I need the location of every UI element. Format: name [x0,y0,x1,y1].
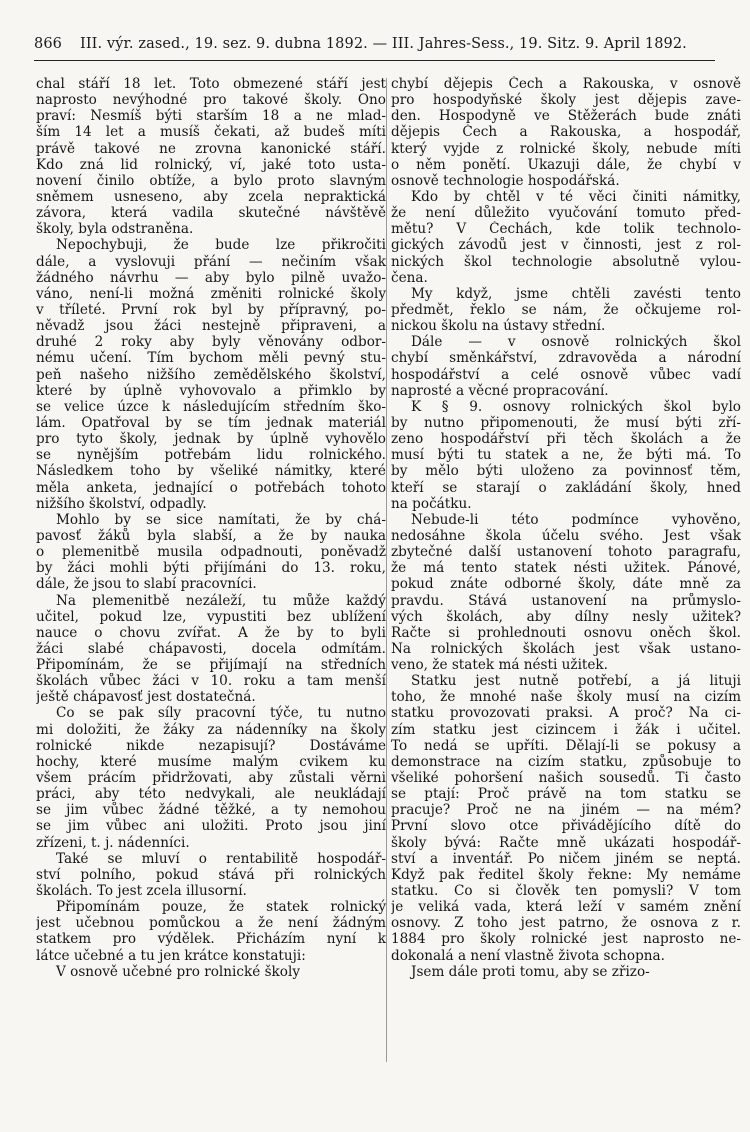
text-line: Mohlo by se sice namítati, že by chá- [56,511,386,528]
text-line: že má tento statek nésti užitek. Pánové, [391,560,741,577]
text-line: Kdo by chtěl v té věci činiti námitky, [411,188,741,205]
text-line: ství polního, pokud stává při rolnických [36,866,386,883]
text-line: hospodářství a celé osnově vůbec vadí [391,366,741,383]
text-line: závora, která vadila skutečné návštěvě [36,205,386,222]
right-column [391,76,741,980]
text-line: druhé 2 roky aby byly věnovány odbor- [36,334,386,351]
page-header [34,36,714,56]
text-line: peň našeho nižšího zemědělského školství, [36,366,386,383]
text-line: které by úplně vyhovovalo a přimklo by [36,382,386,399]
left-column [36,76,386,980]
text-line: pravdu. Stává ustanovení na průmyslo- [391,592,741,609]
text-line: osnově technologie hospodářská. [391,172,620,189]
text-line: je veliká vada, která leží v samém znění [391,899,741,916]
text-line: zeno hospodářství při těch školách a že [391,431,741,448]
text-line: pokud znáte odborné školy, dáte mně za [391,576,741,593]
text-line: Co se pak síly pracovní týče, tu nutno [56,705,386,722]
text-line: zřízeni, t. j. nádenníci. [36,834,190,851]
text-line: se jim vůbec ani uložiti. Proto jsou jiní [36,818,386,835]
text-line: ještě chápavosť jest dostatečná. [36,689,256,706]
text-line: pro tyto školy, jednak by úplně vyhovělo [36,431,386,448]
text-line: Jsem dále proti tomu, aby se zřizo- [411,963,650,980]
text-line: jest učebnou pomůckou a že není žádným [36,915,386,932]
text-line: dále, a vyslovuji přání — nečiním však [36,253,386,270]
text-line: pracuje? Proč ne na jiném — na mém? [391,802,741,819]
text-line: zím statku jest cizincem i žák i učitel. [391,721,741,738]
text-line: demonstrace na cizím statku, způsobuje to [391,753,741,770]
text-line: nickou školu na ústavy střední. [391,318,606,335]
text-line: osnovy. Z toho jest patrno, že osnova z r. [391,915,741,932]
text-line: žáci slabé chápavosti, docela odmítám. [36,640,386,657]
text-line: mi doložiti, že žáky za nádenníky na školy [36,721,386,738]
text-line: dokonalá a není vlastně života schopna. [391,947,665,964]
text-line: Račte si prohlednouti osnovu oněch škol. [391,624,741,641]
text-line: K § 9. osnovy rolnických škol bylo [411,398,741,415]
text-line: právě takové ne zrovna kanonické stáří. [36,140,386,157]
text-line: 1884 pro školy rolnické jest naprosto ne- [391,931,741,948]
text-line: Následkem toho by všeliké námitky, které [36,463,386,480]
text-line: váno, není-li možná změniti rolnické školy [36,285,386,302]
text-line: nedosáhne škola účelu svého. Jest však [391,527,741,544]
text-line: o něm ponětí. Ukazuji dále, že chybí v [391,156,741,173]
text-line: školy, byla odstraněna. [36,221,194,238]
text-line: o plemenitbě musila odpadnouti, poněvadž [36,544,386,561]
text-line: Když pak ředitel školy řekne: My nemáme [391,866,741,883]
header-rule [34,60,715,61]
text-line: školách vůbec žáci v 10. roku a tam menší [36,673,386,690]
text-line: na počátku. [391,495,472,512]
text-line: chal stáří 18 let. Toto obmezené stáří jest [36,76,386,92]
text-line: vých školách, aby dílny nesly užitek? [391,608,741,625]
text-line: naprosto nevýhodné pro takové školy. Ono [36,92,386,109]
text-line: něvadž jsou žáci nestejně připraveni, a [36,318,386,335]
text-line: V osnově učebné pro rolnické školy [56,963,300,980]
text-line: se velice úzce k následujícím středním ško- [36,398,386,415]
text-line: veno, že statek má nésti užitek. [391,657,608,674]
text-line: rolnické nikde nezapisují? Dostáváme [36,737,386,754]
text-line: Připomínám, že se přijímají na středních [36,657,386,674]
running-head: III. výr. zased., 19. sez. 9. dubna 1892. — III. Jahres-Sess., 19. Sitz. 9. April 1892. [80,36,687,52]
text-line: Nebude-li této podmínce vyhověno, [411,511,741,528]
text-line: statku. Co si člověk ten pomysli? V tom [391,883,741,900]
text-line: se ptají: Proč právě na tom statku se [391,786,741,803]
text-line: v tříleté. První rok byl by přípravný, po- [36,301,386,318]
text-line: musí býti tu statek a ne, že býti má. To [391,447,741,464]
text-line: dějepis Čech a Rakouska, a hospodář, [391,124,741,141]
text-line: látce učebné a tu jen krátce konstatuji: [36,947,306,964]
text-line: práci, aby této nedvykali, ale neukládají [36,786,386,803]
text-line: školy bývá: Račte mně ukázati hospodář- [391,834,741,851]
text-line: všem prácím přidržovati, aby zůstali věrni [36,770,386,787]
text-line: nižšího školství, odpadly. [36,495,207,512]
text-line: Statku jest nutně potřebí, a já lituji [411,673,741,690]
text-line: chybí směnkářství, zdravověda a národní [391,350,741,367]
text-line: který vyjde z rolnické školy, nebude míti [391,140,741,157]
text-line: novení činilo obtíže, a bylo proto slavným [36,172,386,189]
text-line: nému učení. Tím bychom měli pevný stu- [36,350,386,367]
text-line: se jim vůbec žádné těžké, a ty nemohou [36,802,386,819]
text-line: Dále — v osnově rolnických škol [411,334,741,351]
text-line: školách. To jest zcela illusorní. [36,883,247,900]
text-line: nických škol technologie absolutně vylou- [391,253,741,270]
text-line: My když, jsme chtěli zavésti tento [411,285,741,302]
text-line: První slovo otce přivádějícího dítě do [391,818,741,835]
text-line: chybí dějepis Čech a Rakouska, v osnově [391,76,741,92]
text-line: Na rolnických školách jest však ustano- [391,640,741,657]
text-line: statkem pro výdělek. Přicházím nyní k [36,931,386,948]
text-line: Také se mluví o rentabilitě hospodář- [56,850,386,867]
text-line: Nepochybuji, že bude lze přikročiti [56,237,386,254]
text-line: Kdo zná lid rolnický, ví, jaké toto usta- [36,156,386,173]
text-line: den. Hospodyně ve Stěžerách bude znáti [391,108,741,125]
text-line: ším 14 let a musíš čekati, až budeš míti [36,124,386,141]
text-line: žádného návrhu — aby bylo pilně uvažo- [36,269,386,286]
text-line: To nedá se upříti. Dělají-li se pokusy a [391,737,741,754]
text-line: Připomínám pouze, že statek rolnický [56,899,386,916]
text-line: se nynějším potřebám lidu rolnického. [36,447,386,464]
text-line: pavosť žáků byla slabší, a že by nauka [36,527,386,544]
text-line: statku provozovati praksi. A proč? Na ci- [391,705,741,722]
text-line: měla anketa, jednající o potřebách tohoto [36,479,386,496]
text-line: všeliké pohoršení našich sousedů. Ti často [391,770,741,787]
text-line: kteří se starají o zakládání školy, hned [391,479,741,496]
column-divider [386,78,387,1062]
text-line: učitel, pokud lze, vypustiti bez ublížení [36,608,386,625]
text-line: sněmem usneseno, aby zcela nepraktická [36,188,386,205]
text-line: gických závodů jest v činnosti, jest z rol- [391,237,741,254]
text-line: mětu? V Čechách, kde tolik technolo- [391,221,741,238]
text-line: lám. Opatřoval by se tím jednak materiál [36,414,386,431]
text-line: pro hospodyňské školy jest dějepis zave- [391,92,741,109]
text-line: toho, že mnohé naše školy musí na cizím [391,689,741,706]
text-line: nauce o chovu zvířat. A že by to byli [36,624,386,641]
text-line: že není důležito vyučování tomuto před- [391,205,741,222]
text-line: ství a inventář. Po ničem jiném se neptá. [391,850,741,867]
text-line: by žáci mohli býti přijímáni do 13. roku, [36,560,386,577]
text-line: předmět, řeklo se nám, že očkujeme rol- [391,301,741,318]
text-line: praví: Nesmíš býti starším 18 a ne mlad- [36,108,386,125]
text-line: Na plemenitbě nezáleží, tu může každý [56,592,386,609]
text-line: čena. [391,269,428,286]
text-line: dále, že jsou to slabí pracovníci. [36,576,257,593]
text-line: hochy, které musíme malým cvikem ku [36,753,386,770]
text-line: by nutno připomenouti, že musí býti zří- [391,414,741,431]
text-line: zbytečné další ustanovení tohoto paragrafu, [391,544,741,561]
text-line: by mělo býti uloženo za povinnosť těm, [391,463,741,480]
page-number: 866 [34,36,62,52]
text-line: naprosté a věcné propracování. [391,382,609,399]
